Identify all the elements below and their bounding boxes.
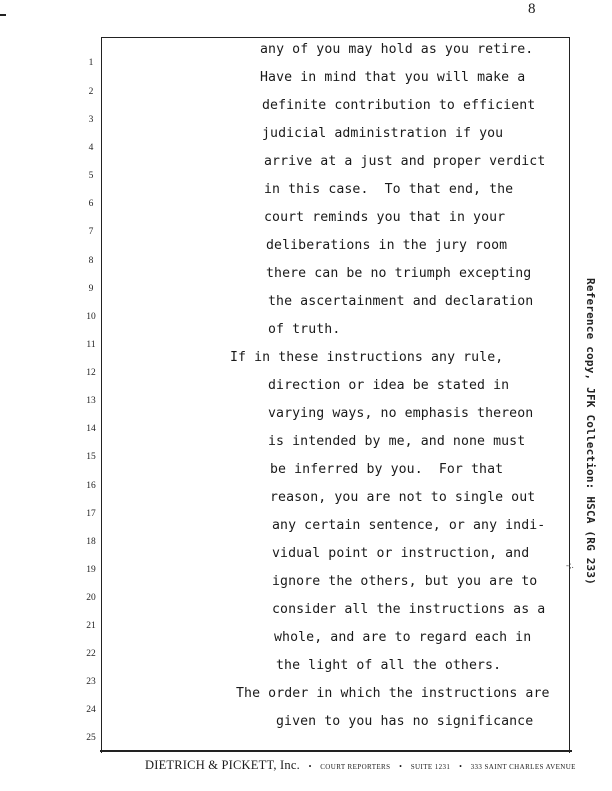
line-number: 13: [86, 396, 96, 406]
footer-separator: •: [399, 762, 402, 771]
transcript-line: of truth.: [268, 322, 341, 337]
line-number: 11: [86, 340, 96, 350]
transcript-line: there can be no triumph excepting: [266, 266, 532, 281]
line-number: 15: [86, 452, 96, 462]
line-number: 16: [86, 481, 96, 491]
line-number: 19: [86, 565, 96, 575]
bottom-rule: [100, 750, 572, 752]
transcript-line: any of you may hold as you retire.: [260, 42, 534, 57]
line-number: 17: [86, 509, 96, 519]
transcript-line: is intended by me, and none must: [268, 434, 526, 449]
footer-separator: •: [459, 762, 462, 771]
transcript-line: If in these instructions any rule,: [230, 350, 504, 365]
transcript-line: the ascertainment and declaration: [268, 294, 534, 309]
line-number: 21: [86, 621, 96, 631]
transcript-line: in this case. To that end, the: [264, 182, 514, 197]
line-number: 7: [88, 227, 94, 237]
scan-speck: -;.: [566, 560, 574, 570]
line-number: 2: [88, 87, 94, 97]
line-number: 6: [88, 199, 94, 209]
transcript-line: reason, you are not to single out: [270, 490, 536, 505]
transcript-line: definite contribution to efficient: [262, 98, 536, 113]
line-number: 9: [88, 284, 94, 294]
line-number: 10: [86, 312, 96, 322]
footer-separator: •: [308, 762, 312, 771]
corner-mark: [0, 14, 6, 16]
transcript-line: deliberations in the jury room: [266, 238, 508, 253]
line-number: 25: [86, 733, 96, 743]
transcript-line: vidual point or instruction, and: [272, 546, 530, 561]
transcript-line: the light of all the others.: [276, 658, 502, 673]
side-stamp: Reference copy, JFK Collection: HSCA (RG 233): [584, 278, 597, 586]
footer: [145, 758, 576, 773]
line-number: 23: [86, 677, 96, 687]
footer-suite: SUITE 1231: [410, 763, 451, 771]
transcript-line: Have in mind that you will make a: [260, 70, 526, 85]
line-number: 4: [88, 143, 94, 153]
transcript-line: varying ways, no emphasis thereon: [268, 406, 534, 421]
transcript-line: judicial administration if you: [262, 126, 504, 141]
transcript-line: court reminds you that in your: [264, 210, 506, 225]
line-number: 8: [88, 256, 94, 266]
transcript-line: arrive at a just and proper verdict: [264, 154, 546, 169]
line-number: 18: [86, 537, 96, 547]
transcript-line: ignore the others, but you are to: [272, 574, 538, 589]
footer-firm: DIETRICH & PICKETT, Inc.: [145, 758, 300, 772]
page-number: 8: [528, 1, 536, 17]
footer-address: 333 SAINT CHARLES AVENUE: [470, 763, 576, 771]
transcript-line: The order in which the instructions are: [236, 686, 550, 701]
line-number: 24: [86, 705, 96, 715]
transcript-line: any certain sentence, or any indi-: [272, 518, 546, 533]
line-number: 5: [88, 171, 94, 181]
line-number: 1: [88, 58, 94, 68]
transcript-line: whole, and are to regard each in: [274, 630, 532, 645]
line-number: 14: [86, 424, 96, 434]
line-number: 12: [86, 368, 96, 378]
page-frame: [101, 37, 570, 753]
footer-reporters: COURT REPORTERS: [320, 763, 391, 771]
transcript-line: direction or idea be stated in: [268, 378, 510, 393]
line-number: 22: [86, 649, 96, 659]
transcript-line: given to you has no significance: [276, 714, 534, 729]
line-number: 20: [86, 593, 96, 603]
line-number: 3: [88, 115, 94, 125]
transcript-line: be inferred by you. For that: [270, 462, 504, 477]
transcript-line: consider all the instructions as a: [272, 602, 546, 617]
